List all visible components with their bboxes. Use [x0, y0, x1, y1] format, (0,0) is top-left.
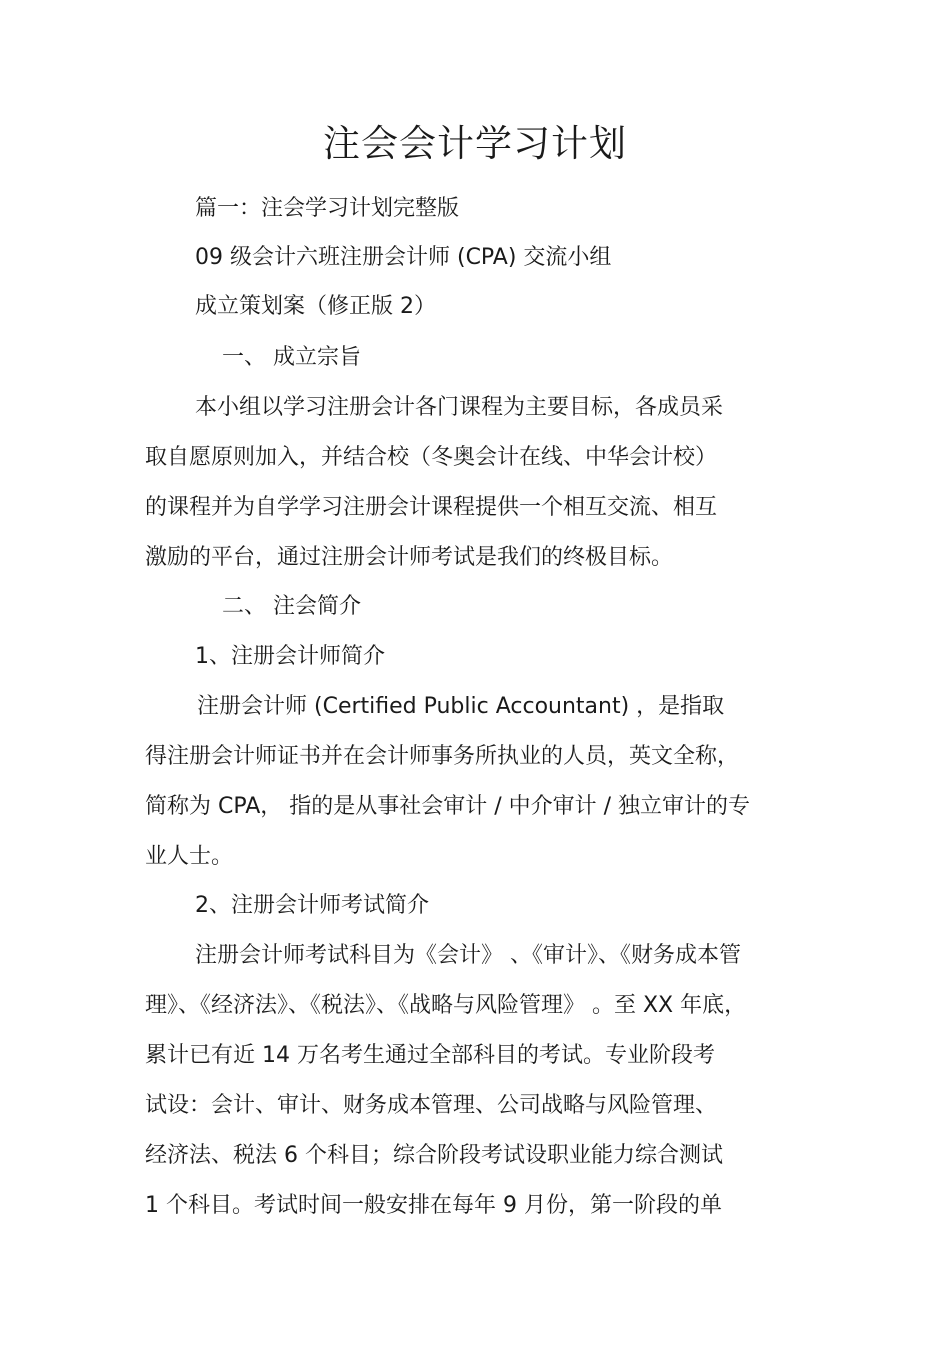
subsection-2-heading: 2、注册会计师考试简介	[195, 893, 429, 918]
paragraph-line: 1 个科目。考试时间一般安排在每年 9 月份，第一阶段的单	[145, 1193, 722, 1218]
paragraph-line: 的课程并为自学学习注册会计课程提供一个相互交流、相互	[145, 495, 718, 520]
paragraph-line: 试设：会计、审计、财务成本管理、公司战略与风险管理、	[145, 1093, 718, 1118]
paragraph-line: 累计已有近 14 万名考生通过全部科目的考试。专业阶段考	[145, 1043, 715, 1068]
subsection-1-heading: 1、注册会计师简介	[195, 644, 385, 669]
subtitle-line-2: 09 级会计六班注册会计师 (CPA) 交流小组	[195, 245, 612, 270]
section-1-paragraph	[145, 383, 805, 583]
paragraph-line: 注册会计师 (Certified Public Accountant) ，是指取	[197, 694, 725, 719]
paragraph-line: 注册会计师考试科目为《会计》 、《审计》、《财务成本管	[195, 943, 741, 968]
paragraph-line: 理》、《经济法》、《税法》、《战略与风险管理》 。至 XX 年底，	[145, 993, 747, 1018]
paragraph-line: 取自愿原则加入，并结合校（冬奥会计在线、中华会计校）	[145, 445, 718, 470]
paragraph-line: 激励的平台，通过注册会计师考试是我们的终极目标。	[145, 545, 674, 570]
subsection-1-paragraph	[145, 682, 805, 882]
section-2-heading: 二、 注会简介	[222, 594, 361, 619]
subsection-2-paragraph	[145, 931, 805, 1231]
subtitle-line-3: 成立策划案（修正版 2）	[195, 294, 436, 319]
paragraph-line: 经济法、税法 6 个科目；综合阶段考试设职业能力综合测试	[145, 1143, 723, 1168]
paragraph-line: 简称为 CPA， 指的是从事社会审计 / 中介审计 / 独立审计的专	[145, 794, 751, 819]
section-1-heading: 一、 成立宗旨	[222, 345, 361, 370]
document-title: 注会会计学习计划	[323, 122, 627, 165]
subtitle-line-1: 篇一：注会学习计划完整版	[195, 196, 460, 221]
paragraph-line: 得注册会计师证书并在会计师事务所执业的人员，英文全称，	[145, 744, 740, 769]
paragraph-line: 本小组以学习注册会计各门课程为主要目标，各成员采	[195, 395, 724, 420]
paragraph-line: 业人士。	[145, 844, 234, 869]
